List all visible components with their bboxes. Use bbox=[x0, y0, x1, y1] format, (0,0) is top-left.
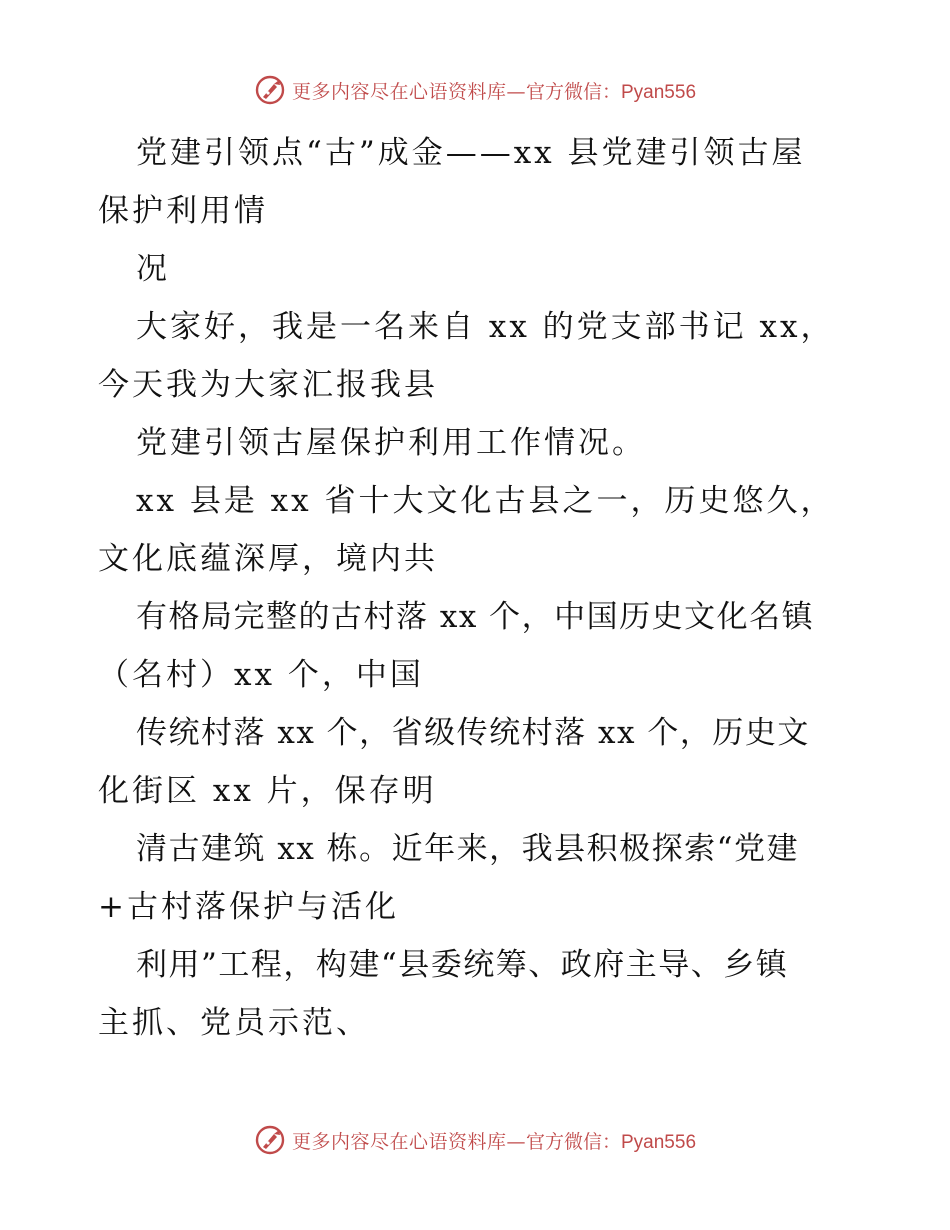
document-body bbox=[98, 124, 858, 1052]
paragraph-line: 党建引领古屋保护利用工作情况。 bbox=[136, 425, 646, 461]
paragraph-line: 大家好，我是一名来自 xx 的党支部书记 xx， bbox=[136, 309, 835, 345]
paragraph-line: 利用”工程，构建“县委统筹、政府主导、乡镇 bbox=[136, 947, 789, 983]
banner-text: 更多内容尽在心语资料库— bbox=[291, 80, 526, 103]
paragraph-line: 主抓、党员示范、 bbox=[98, 1005, 370, 1041]
pen-nib-logo-icon bbox=[254, 1124, 286, 1156]
paragraph-line: xx 县是 xx 省十大文化古县之一，历史悠久， bbox=[136, 483, 835, 519]
paragraph-line: 清古建筑 xx 栋。近年来，我县积极探索“党建 bbox=[136, 831, 800, 867]
paragraph-line: 化街区 xx 片，保存明 bbox=[98, 773, 437, 809]
paragraph-line: 文化底蕴深厚，境内共 bbox=[98, 541, 438, 577]
title-line-3: 况 bbox=[136, 251, 170, 287]
banner-contact: 官方微信：Pyan556 bbox=[526, 1131, 697, 1153]
paragraph-line: +古村落保护与活化 bbox=[98, 889, 399, 925]
header-banner bbox=[0, 70, 950, 110]
paragraph-line: 传统村落 xx 个，省级传统村落 xx 个，历史文 bbox=[136, 715, 810, 751]
title-line-1: 党建引领点“古”成金——xx 县党建引领古屋 bbox=[136, 135, 806, 171]
banner-contact: 官方微信：Pyan556 bbox=[526, 81, 697, 103]
paragraph-line: （名村）xx 个，中国 bbox=[98, 657, 424, 693]
pen-nib-logo-icon bbox=[254, 74, 286, 106]
title-line-2: 保护利用情 bbox=[98, 193, 268, 229]
banner-text: 更多内容尽在心语资料库— bbox=[291, 1130, 526, 1153]
paragraph-line: 有格局完整的古村落 xx 个，中国历史文化名镇 bbox=[136, 599, 815, 635]
paragraph-line: 今天我为大家汇报我县 bbox=[98, 367, 438, 403]
footer-banner bbox=[0, 1120, 950, 1160]
